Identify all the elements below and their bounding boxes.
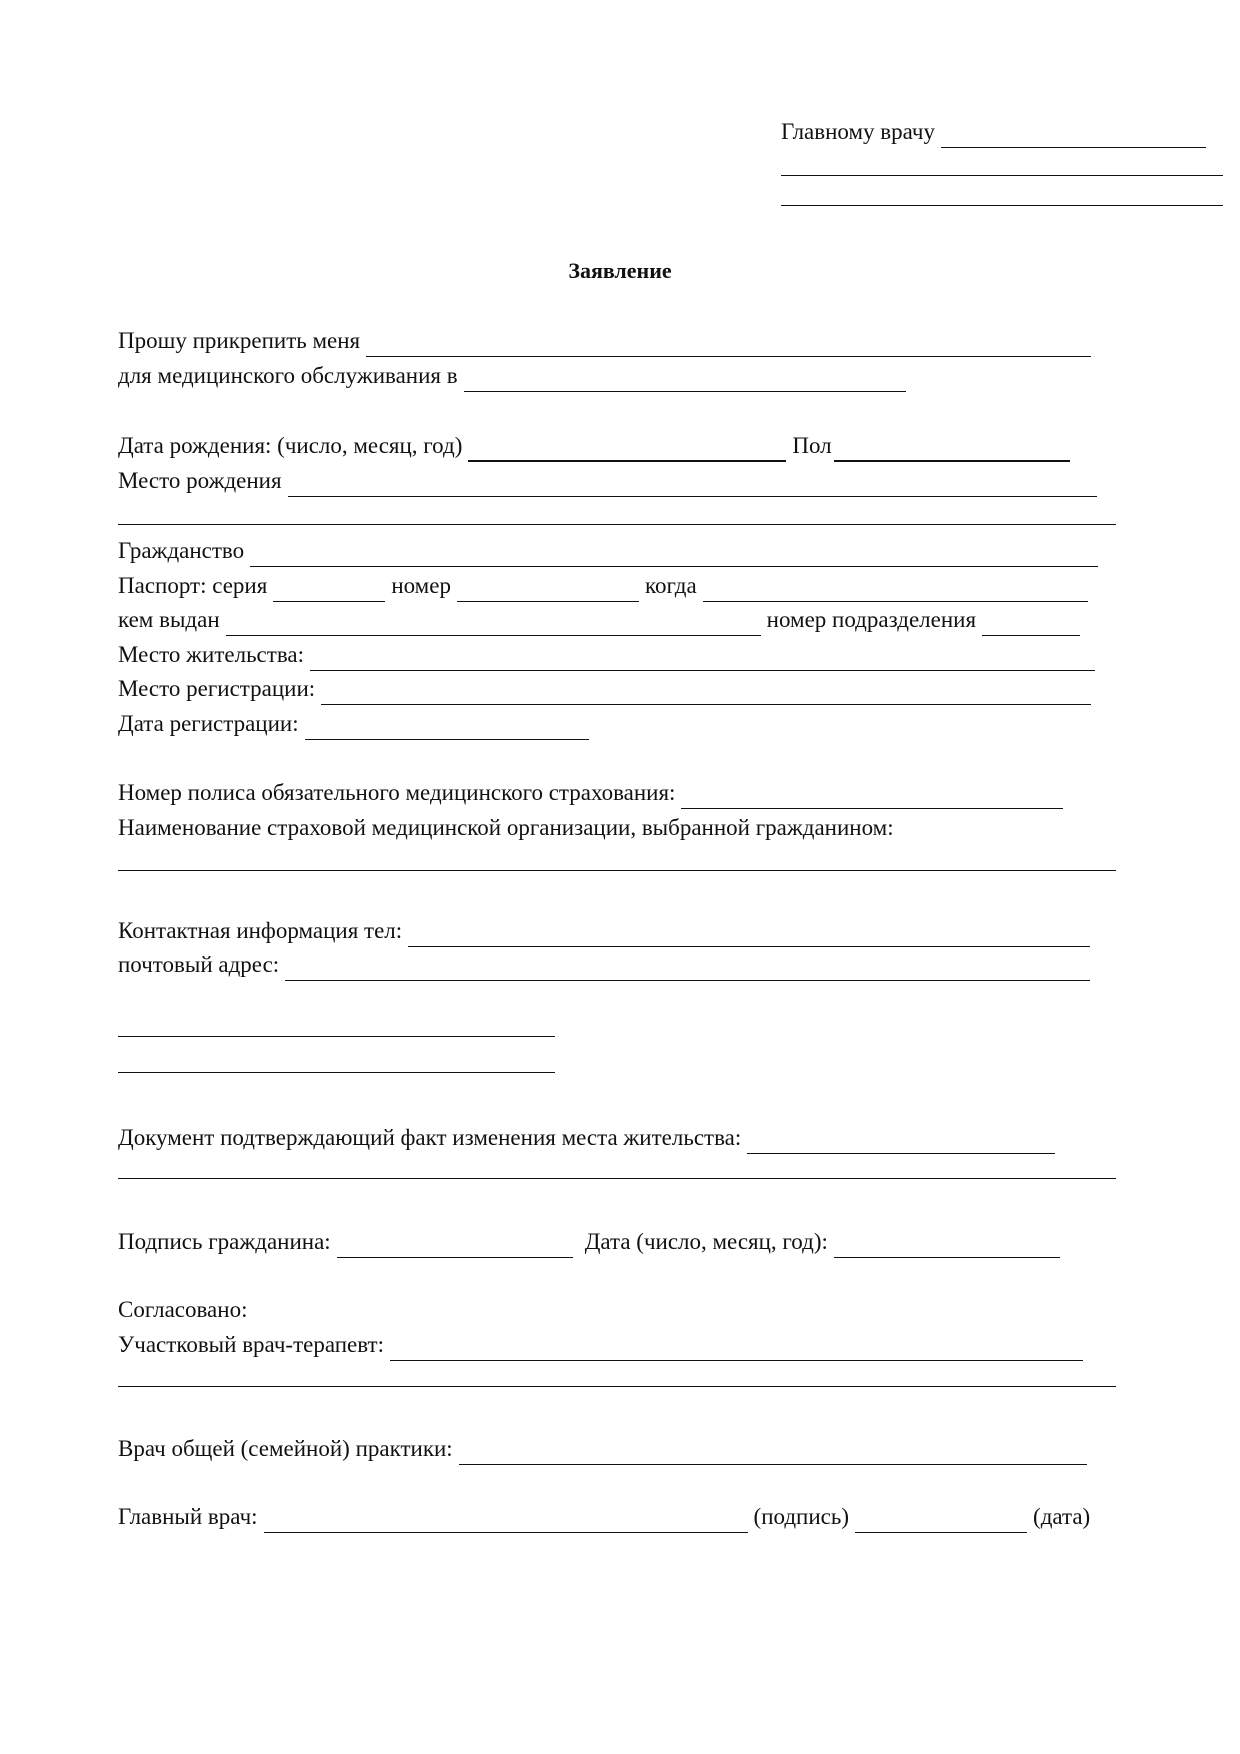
blank-line-2[interactable] — [118, 1072, 555, 1073]
chief-doctor-date-field[interactable] — [855, 1506, 1027, 1533]
issued-by-line — [118, 602, 1086, 636]
blank-line-1[interactable] — [118, 1036, 555, 1037]
addressee-label: Главному врачу — [781, 119, 936, 144]
insurer-name-line — [118, 810, 894, 844]
service-in-label: для медицинского обслуживания в — [118, 363, 458, 388]
postal-address-line — [118, 947, 1096, 981]
attach-request-line — [118, 323, 1097, 357]
addressee-line — [781, 114, 1212, 148]
citizen-signature-label: Подпись гражданина: — [118, 1229, 331, 1254]
issued-by-label: кем выдан — [118, 607, 220, 632]
insurer-name-field[interactable] — [118, 870, 1116, 871]
district-therapist-line-2[interactable] — [118, 1386, 1116, 1387]
sex-label: Пол — [792, 433, 832, 458]
sex-field[interactable] — [834, 434, 1070, 462]
registration-date-label: Дата регистрации: — [118, 711, 299, 736]
postal-address-label: почтовый адрес: — [118, 952, 280, 977]
residence-change-doc-line-2[interactable] — [118, 1178, 1116, 1179]
citizen-signature-line — [118, 1224, 1066, 1258]
gp-field[interactable] — [459, 1438, 1087, 1465]
district-therapist-label: Участковый врач-терапевт: — [118, 1332, 384, 1357]
contact-phone-field[interactable] — [408, 920, 1090, 947]
residence-change-doc-label: Документ подтверждающий факт изменения места жительства: — [118, 1125, 742, 1150]
registration-place-field[interactable] — [321, 678, 1091, 705]
subdivision-number-label: номер подразделения — [766, 607, 977, 632]
attach-request-label: Прошу прикрепить меня — [118, 328, 361, 353]
birth-place-line — [118, 463, 1103, 497]
document-title: Заявление — [568, 258, 672, 283]
service-in-line — [118, 358, 912, 392]
date-label: Дата (число, месяц, год): — [584, 1229, 828, 1254]
gp-label: Врач общей (семейной) практики: — [118, 1436, 453, 1461]
chief-doctor-line — [118, 1499, 1090, 1533]
passport-number-label: номер — [391, 573, 451, 598]
subdivision-number-field[interactable] — [982, 609, 1080, 636]
date-note: (дата) — [1033, 1504, 1091, 1529]
citizenship-label: Гражданство — [118, 538, 245, 563]
addressee-line-2[interactable] — [781, 175, 1223, 176]
passport-number-field[interactable] — [457, 575, 639, 602]
signature-note: (подпись) — [753, 1504, 850, 1529]
addressee-line-3[interactable] — [781, 205, 1223, 206]
oms-policy-line — [118, 775, 1069, 809]
passport-series-field[interactable] — [273, 575, 385, 602]
passport-date-field[interactable] — [703, 575, 1088, 602]
date-field[interactable] — [834, 1231, 1060, 1258]
agreed-label: Согласовано: — [118, 1297, 248, 1322]
gp-line — [118, 1431, 1093, 1465]
birth-place-label: Место рождения — [118, 468, 282, 493]
passport-when-label: когда — [644, 573, 697, 598]
district-therapist-field[interactable] — [390, 1334, 1083, 1361]
residence-change-doc-field[interactable] — [747, 1127, 1055, 1154]
issued-by-field[interactable] — [226, 609, 761, 636]
birth-place-field[interactable] — [288, 470, 1097, 497]
registration-place-line — [118, 671, 1097, 705]
oms-policy-field[interactable] — [681, 782, 1063, 809]
citizenship-field[interactable] — [250, 540, 1098, 567]
residence-field[interactable] — [310, 644, 1095, 671]
birth-date-field[interactable] — [468, 434, 786, 462]
residence-change-doc-line — [118, 1120, 1061, 1154]
district-therapist-line — [118, 1327, 1089, 1361]
chief-doctor-label: Главный врач: — [118, 1504, 258, 1529]
registration-date-field[interactable] — [305, 713, 589, 740]
registration-date-line — [118, 706, 595, 740]
registration-place-label: Место регистрации: — [118, 676, 316, 701]
oms-policy-label: Номер полиса обязательного медицинского страхования: — [118, 780, 676, 805]
birth-date-label: Дата рождения: (число, месяц, год) — [118, 433, 463, 458]
citizen-signature-field[interactable] — [337, 1231, 573, 1258]
contact-phone-label: Контактная информация тел: — [118, 918, 403, 943]
passport-line — [118, 568, 1094, 602]
insurer-name-label: Наименование страховой медицинской организации, выбранной гражданином: — [118, 815, 894, 840]
citizenship-line — [118, 533, 1104, 567]
addressee-name-field[interactable] — [941, 121, 1206, 148]
residence-line — [118, 637, 1101, 671]
chief-doctor-field[interactable] — [264, 1506, 748, 1533]
passport-series-label: Паспорт: серия — [118, 573, 268, 598]
birth-place-line-2[interactable] — [118, 524, 1116, 525]
attach-name-field[interactable] — [366, 330, 1091, 357]
residence-label: Место жительства: — [118, 642, 304, 667]
clinic-field[interactable] — [464, 365, 906, 392]
agreed-line — [118, 1292, 247, 1326]
postal-address-field[interactable] — [285, 954, 1090, 981]
contact-phone-line — [118, 913, 1096, 947]
birth-date-line — [118, 428, 1076, 462]
